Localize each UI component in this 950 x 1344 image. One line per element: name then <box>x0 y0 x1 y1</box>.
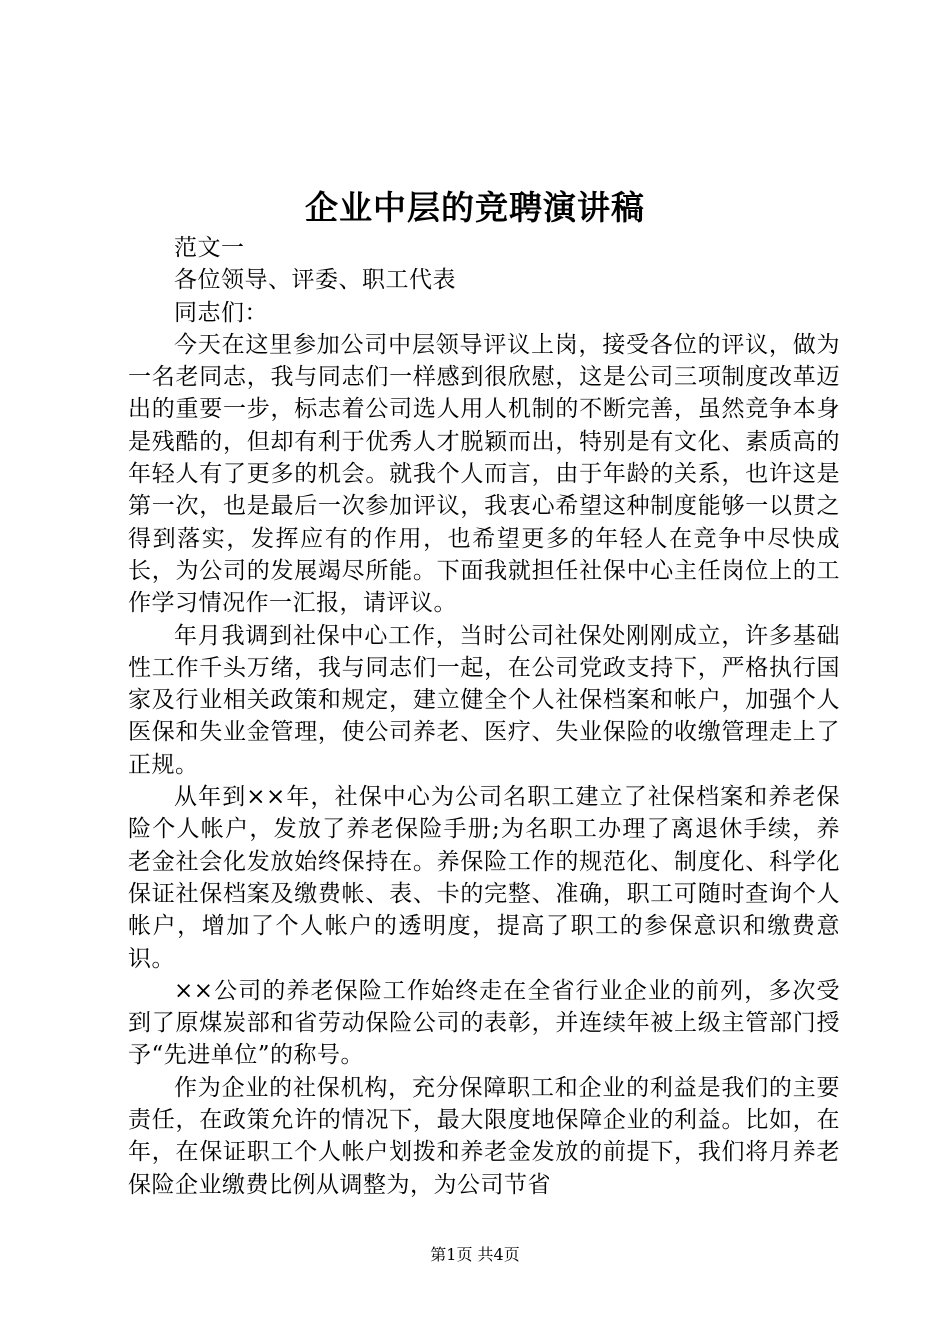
paragraph-introduction: 今天在这里参加公司中层领导评议上岗，接受各位的评议，做为一名老同志，我与同志们一样感到很欣慰，这是公司三项制度改革迈出的重要一步，标志着公司选人用人机制的不断完善，虽然竞争本身是残酷的，但却有利于优秀人才脱颖而出，特别是有文化、素质高的年轻人有了更多的机会。就我个人而言，由于年龄的关系，也许这是第一次，也是最后一次参加评议，我衷心希望这种制度能够一以贯之得到落实，发挥应有的作用，也希望更多的年轻人在竞争中尽快成长，为公司的发展竭尽所能。下面我就担任社保中心主任岗位上的工作学习情况作一汇报，请评议。 <box>128 331 840 617</box>
paragraph-work-history: 年月我调到社保中心工作，当时公司社保处刚刚成立，许多基础性工作千头万绪，我与同志们一起，在公司党政支持下，严格执行国家及行业相关政策和规定，建立健全个人社保档案和帐户，加强个人医保和失业金管理，使公司养老、医疗、失业保险的收缴管理走上了正规。 <box>128 622 840 778</box>
paragraph-sample-label: 范文一 <box>174 235 245 261</box>
paragraph-salutation: 各位领导、评委、职工代表 <box>174 267 456 294</box>
document-body <box>128 232 840 1201</box>
paragraph-achievements: 从年到××年，社保中心为公司名职工建立了社保档案和养老保险个人帐户，发放了养老保险手册;为名职工办理了离退休手续，养老金社会化发放始终保持在。养保险工作的规范化、制度化、科学化保证社保档案及缴费帐、表、卡的完整、准确，职工可随时查询个人帐户，增加了个人帐户的透明度，提高了职工的参保意识和缴费意识。 <box>128 784 840 972</box>
paragraph-greeting: 同志们： <box>174 299 268 326</box>
paragraph-honors: ××公司的养老保险工作始终走在全省行业企业的前列，多次受到了原煤炭部和省劳动保险公司的表彰，并连续年被上级主管部门授予“先进单位”的称号。 <box>128 977 840 1069</box>
paragraph-responsibility: 作为企业的社保机构，充分保障职工和企业的利益是我们的主要责任，在政策允许的情况下，最大限度地保障企业的利益。比如，在年，在保证职工个人帐户划拨和养老金发放的前提下，我们将月养老保险企业缴费比例从调整为，为公司节省 <box>128 1074 840 1198</box>
page-number-footer: 第1页 共4页 <box>430 1245 520 1264</box>
document-title: 企业中层的竞聘演讲稿 <box>305 188 645 227</box>
